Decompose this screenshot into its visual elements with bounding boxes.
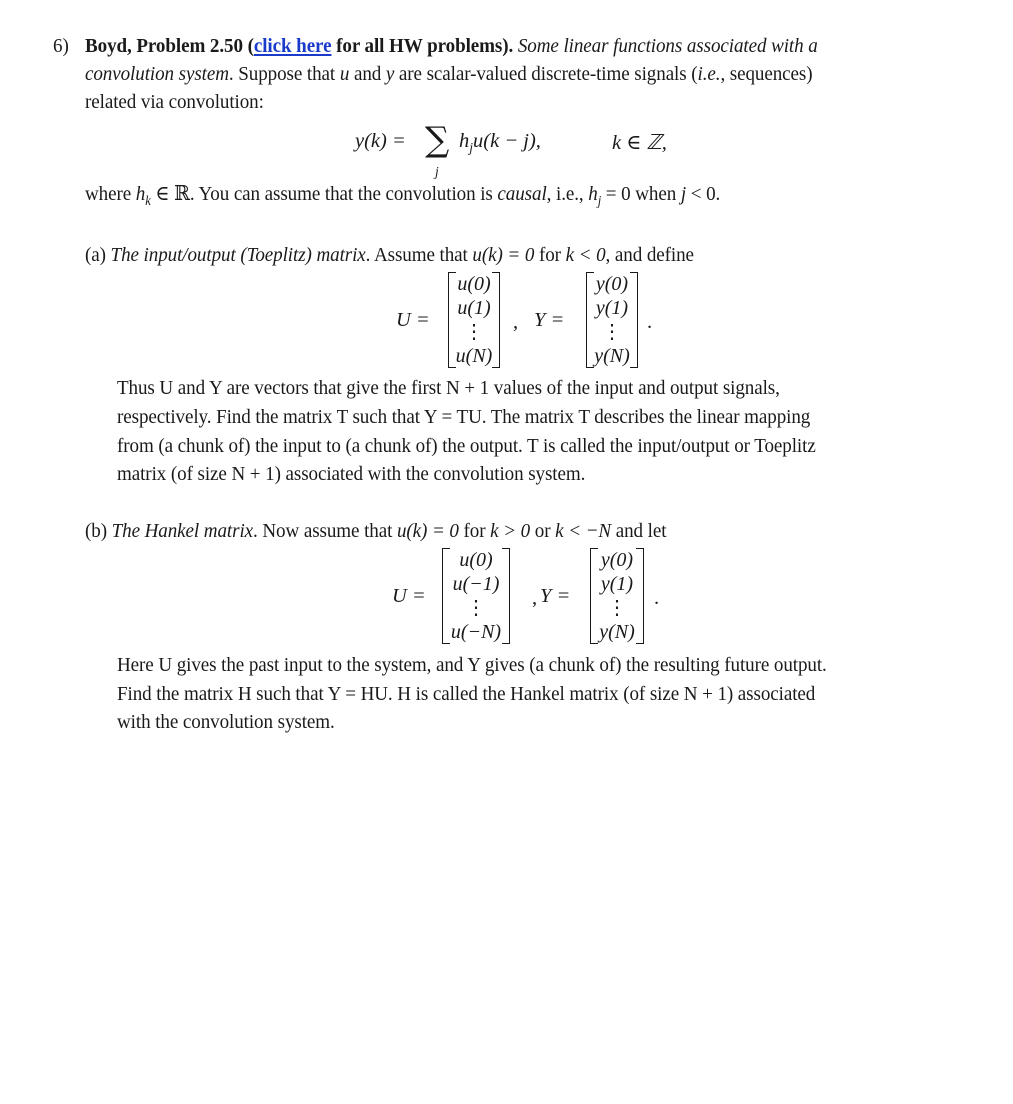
u-vector-a: u(0) u(1) ⋮ u(N): [448, 272, 500, 368]
part-a-para-line: Thus U and Y are vectors that give the first N + 1 values of the input and output signals,: [117, 377, 780, 399]
y-vector-b: y(0) y(1) ⋮ y(N): [590, 548, 644, 644]
part-a-heading: (a) The input/output (Toeplitz) matrix. Assume that u(k) = 0 for k < 0, and define: [85, 244, 694, 266]
causal-statement: where $h_k$ ∈ ℝ. You can assume that the convolution is causal, i.e., $h_j = 0$ when j < 0.: [85, 183, 721, 208]
problem-line-3: related via convolution:: [85, 91, 264, 113]
part-a-para-line: matrix (of size N + 1) associated with the convolution system.: [117, 463, 586, 485]
y-vector-a: y(0) y(1) ⋮ y(N): [586, 272, 638, 368]
problem-line-2: convolution system. Suppose that u and y are scalar-valued discrete-time signals (i.e., sequences): [85, 63, 813, 85]
u-vector-b: u(0) u(−1) ⋮ u(−N): [442, 548, 510, 644]
sigma-symbol: ∑: [425, 120, 450, 160]
problem-title-line: [85, 34, 818, 58]
part-a-vectors: U = u(0) u(1) ⋮ u(N) , Y = y(0) y(1) ⋮ y(N) .: [396, 273, 653, 367]
hw-problems-link[interactable]: click here: [253, 35, 332, 57]
problem-title-suffix: for all HW problems).: [331, 35, 514, 57]
problem-title: Boyd, Problem 2.50 (: [85, 35, 254, 57]
part-b-para-line: with the convolution system.: [117, 711, 335, 733]
part-a-para-line: respectively. Find the matrix T such that Y = TU. The matrix T describes the linear mapping: [117, 406, 811, 428]
part-a-para-line: from (a chunk of) the input to (a chunk of) the output. T is called the input/output or Toeplitz: [117, 435, 816, 457]
problem-number: 6): [53, 35, 69, 57]
part-b-para-line: Find the matrix H such that Y = HU. H is called the Hankel matrix (of size N + 1) associated: [117, 683, 816, 705]
problem-subtitle: Some linear functions associated with a: [513, 35, 818, 57]
part-b-vectors: U = u(0) u(−1) ⋮ u(−N) , Y = y(0) y(1) ⋮ y(N) .: [392, 549, 660, 643]
part-b-heading: (b) The Hankel matrix. Now assume that u(k) = 0 for k > 0 or k < −N and let: [85, 520, 667, 542]
part-b-para-line: Here U gives the past input to the system, and Y gives (a chunk of) the resulting future output.: [117, 654, 827, 676]
convolution-equation: y(k) = ∑ j $h_ju(k - j)$, k ∈ ℤ,: [355, 120, 667, 179]
